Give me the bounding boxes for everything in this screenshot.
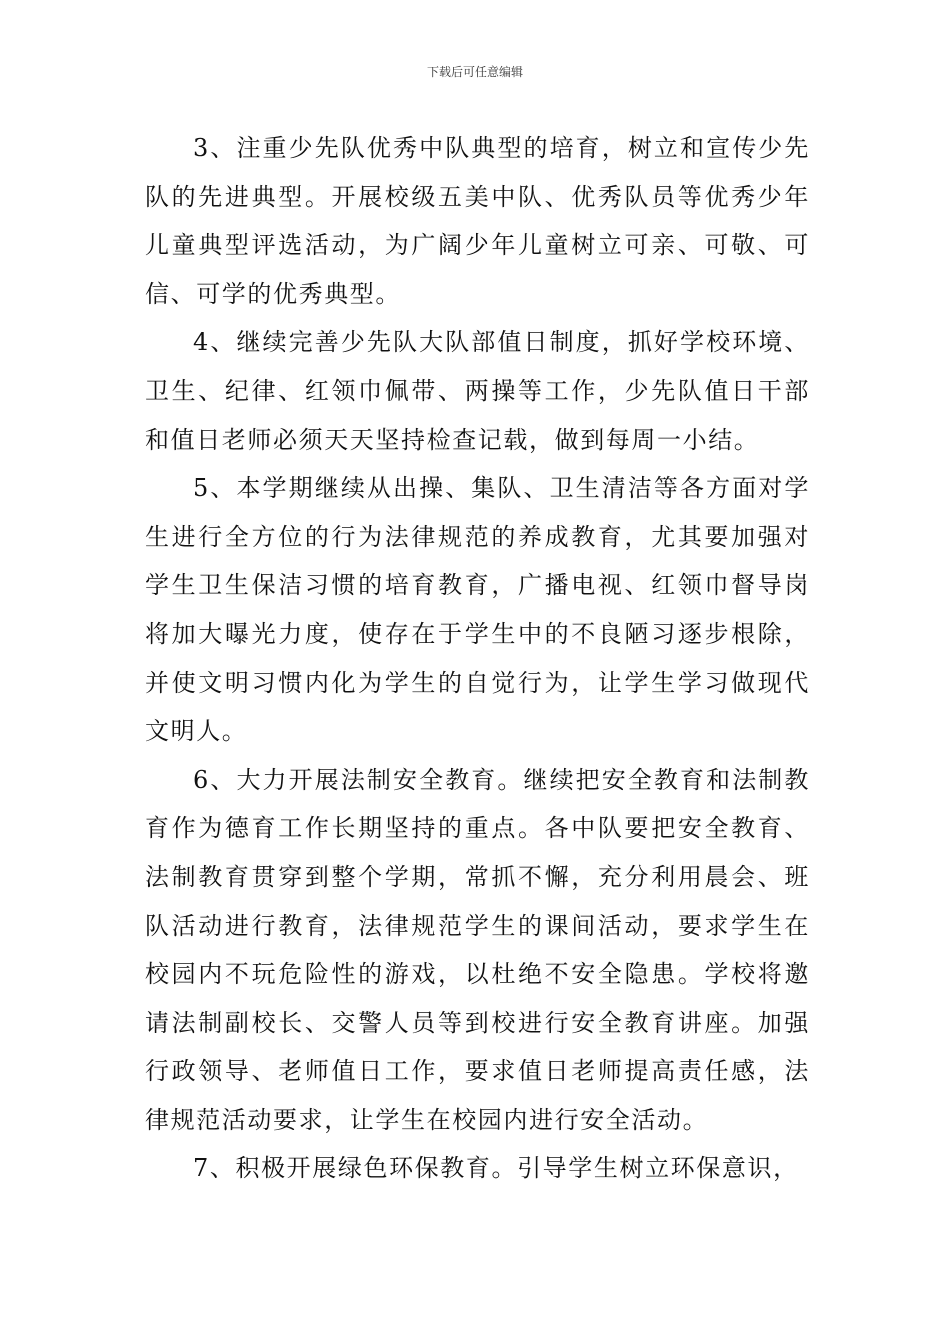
paragraph-6: 6、大力开展法制安全教育。继续把安全教育和法制教育作为德育工作长期坚持的重点。各中队要把安全教育、法制教育贯穿到整个学期，常抓不懈，充分利用晨会、班队活动进行教育，法律规范学生的课间活动，要求学生在校园内不玩危险性的游戏，以杜绝不安全隐患。学校将邀请法制副校长、交警人员等到校进行安全教育讲座。加强行政领导、老师值日工作，要求值日老师提高责任感，法律规范活动要求，让学生在校园内进行安全活动。 — [145, 765, 810, 1134]
paragraph-3: 3、注重少先队优秀中队典型的培育，树立和宣传少先队的先进典型。开展校级五美中队、优秀队员等优秀少年儿童典型评选活动，为广阔少年儿童树立可亲、可敬、可信、可学的优秀典型。 — [145, 134, 810, 308]
paragraph-7: 7、积极开展绿色环保教育。引导学生树立环保意识， — [193, 1154, 799, 1183]
document-body — [145, 124, 810, 1193]
paragraph-4: 4、继续完善少先队大队部值日制度，抓好学校环境、卫生、纪律、红领巾佩带、两操等工作，少先队值日干部和值日老师必须天天坚持检查记载，做到每周一小结。 — [145, 328, 810, 454]
paragraph-5: 5、本学期继续从出操、集队、卫生清洁等各方面对学生进行全方位的行为法律规范的养成教育，尤其要加强对学生卫生保洁习惯的培育教育，广播电视、红领巾督导岗将加大曝光力度，使存在于学生中的不良陋习逐步根除，并使文明习惯内化为学生的自觉行为，让学生学习做现代文明人。 — [145, 474, 810, 746]
page-header: 下载后可任意编辑 — [426, 65, 523, 79]
